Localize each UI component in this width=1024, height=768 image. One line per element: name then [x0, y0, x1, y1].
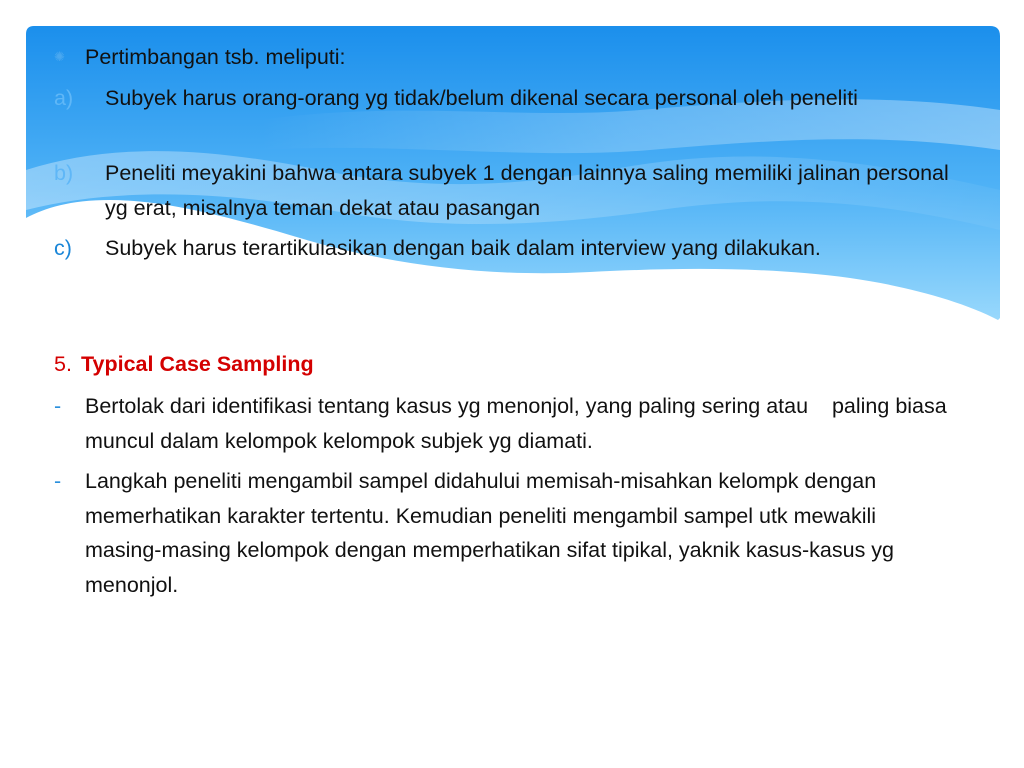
- criteria-text: Subyek harus terartikulasikan dengan baik dalam interview yang dilakukan.: [105, 236, 821, 260]
- intro-bullet: [0, 40, 1024, 76]
- point-item-2: [0, 464, 1024, 604]
- point-item-1: [0, 389, 1024, 459]
- point-marker: -: [54, 394, 62, 418]
- point-marker: -: [54, 469, 62, 493]
- criteria-item-b: [0, 156, 1024, 226]
- asterisk-icon: ✺: [54, 49, 65, 64]
- criteria-item-c: [0, 231, 1024, 301]
- point-text: Langkah peneliti mengambil sampel didahului memisah-misahkan kelompk dengan memerhatikan karakter tertentu. Kemudian peneliti mengambil sampel utk mewakili masing-masing kelompok dengan memperhatikan sifat tipikal, yaknik kasus-kasus yg menonjol.: [85, 469, 895, 597]
- point-text: Bertolak dari identifikasi tentang kasus yg menonjol, yang paling sering atau paling biasa muncul dalam kelompok kelompok subjek yg diamati.: [85, 394, 953, 453]
- criteria-marker: c): [54, 236, 72, 260]
- section-title: Typical Case Sampling: [81, 352, 314, 376]
- intro-text: Pertimbangan tsb. meliputi:: [85, 45, 346, 69]
- section-number: 5.: [54, 352, 72, 376]
- criteria-item-a: [0, 81, 1024, 151]
- criteria-text: Peneliti meyakini bahwa antara subyek 1 dengan lainnya saling memiliki jalinan personal yg erat, misalnya teman dekat atau pasangan: [105, 161, 949, 220]
- criteria-marker: b): [54, 161, 74, 185]
- criteria-text: Subyek harus orang-orang yg tidak/belum dikenal secara personal oleh peneliti: [105, 86, 858, 110]
- criteria-marker: a): [54, 86, 74, 110]
- section-heading: [0, 347, 1024, 383]
